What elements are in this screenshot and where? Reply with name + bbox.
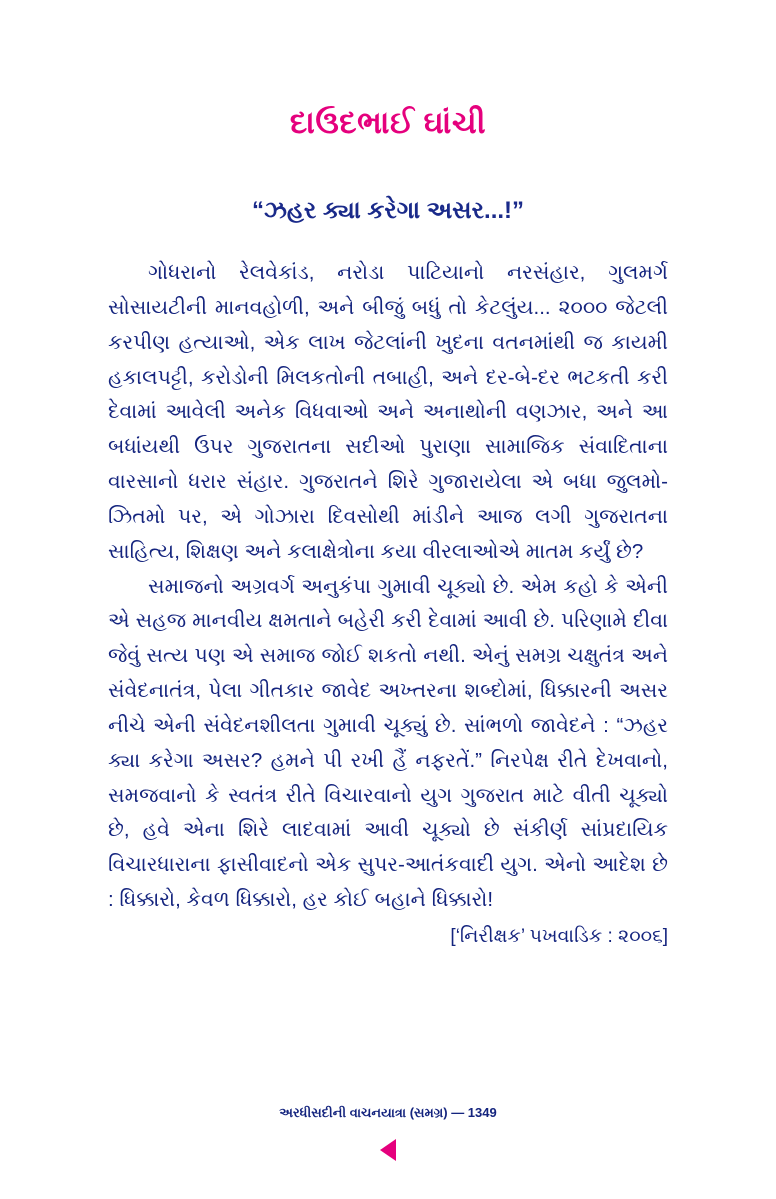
triangle-left-icon[interactable] bbox=[380, 1139, 396, 1161]
page-footer: અરધીસદીની વાચનયાત્રા (સમગ્ર) — 1349 bbox=[279, 1105, 497, 1120]
previous-page-nav[interactable] bbox=[0, 1139, 776, 1161]
paragraph-2: સમાજનો અગ્રવર્ગ અનુકંપા ગુમાવી ચૂક્યો છે. એમ કહો કે એની એ સહજ માનવીય ક્ષમતાને બહેરી કરી દેવામાં આવી છે. પરિણામે દીવા જેવું સત્ય પણ એ સમાજ જોઈ શકતો નથી. એનું સમગ્ર ચક્ષુતંત્ર અને સંવેદનાતંત્ર, પેલા ગીતકાર જાવેદ અખ્તરના શબ્દોમાં, ધિક્કારની અસર નીચે એની સંવેદનશીલતા ગુમાવી ચૂક્યું છે. સાંભળો જાવેદને : “ઝહર ક્યા કરેગા અસર? હમને પી રખી હૈં નફરતેં.” નિરપેક્ષ રીતે દેખવાનો, સમજવાનો કે સ્વતંત્ર રીતે વિચારવાનો યુગ ગુજરાત માટે વીતી ચૂક્યો છે, હવે એના શિરે લાદવામાં આવી ચૂક્યો છે સંકીર્ણ સાંપ્રદાયિક વિચારધારાના ફાસીવાદનો એક સુપર-આતંકવાદી યુગ. એનો આદેશ છે : ધિક્કારો, કેવળ ધિક્કારો, હર કોઈ બહાને ધિક્કારો! bbox=[108, 574, 668, 912]
paragraph-1: ગોધરાનો રેલવેકાંડ, નરોડા પાટિયાનો નરસંહાર, ગુલમર્ગ સોસાયટીની માનવહોળી, અને બીજું બધું તો કેટલુંય... ૨૦૦૦ જેટલી કરપીણ હત્યાઓ, એક લાખ જેટલાંની ખુદના વતનમાંથી જ કાયમી હકાલપટ્ટી, કરોડોની મિલકતોની તબાહી, અને દર-બે-દર ભટકતી કરી દેવામાં આવેલી અનેક વિધવાઓ અને અનાથોની વણઝાર, અને આ બધાંયથી ઉપર ગુજરાતના સદીઓ પુરાણા સામાજિક સંવાદિતાના વારસાનો ધરાર સંહાર. ગુજરાતને શિરે ગુજારાયેલા એ બધા જુલમો-ઝિતમો પર, એ ગોઝારા દિવસોથી માંડીને આજ લગી ગુજરાતના સાહિત્ય, શિક્ષણ અને કલાક્ષેત્રોના કયા વીરલાઓએ માતમ કર્યું છે? bbox=[108, 260, 668, 563]
article-subtitle: “ઝહર ક્યા કરેગા અસર...!” bbox=[251, 197, 525, 225]
source-credit: [‘નિરીક્ષક’ પખવાડિક : ૨૦૦૬] bbox=[450, 926, 668, 948]
article-body bbox=[108, 226, 668, 918]
page-title: દાઉદભાઈ ઘાંચી bbox=[289, 105, 487, 140]
